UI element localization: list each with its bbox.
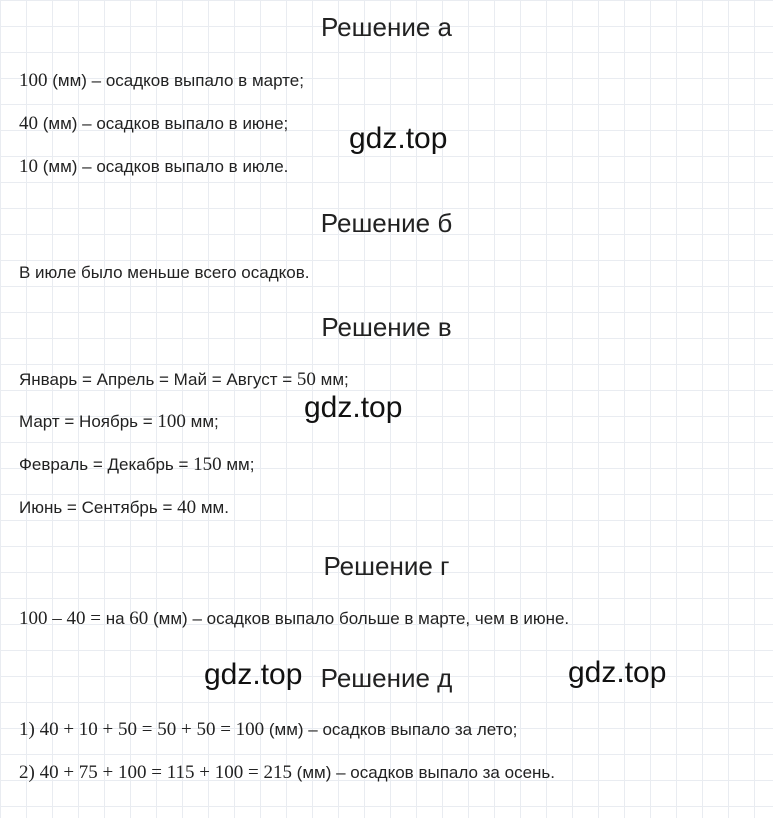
value-40: 40: [19, 113, 38, 134]
line-v2-pre: Март = Ноябрь =: [19, 412, 158, 431]
line-b1: В июле было меньше всего осадков.: [19, 263, 310, 282]
line-a3-text: (мм) – осадков выпало в июле.: [38, 157, 289, 176]
line-v1: [19, 369, 349, 391]
watermark: gdz.top: [304, 391, 403, 424]
watermark: gdz.top: [349, 122, 448, 155]
line-a2: [19, 113, 288, 135]
value-40: 40: [177, 497, 197, 518]
line-v1-pre: Январь = Апрель = Май = Август =: [19, 370, 297, 389]
heading-solution-v: Решение в: [321, 312, 452, 342]
line-d2: [19, 762, 555, 784]
line-v4-pre: Июнь = Сентябрь =: [19, 498, 178, 517]
line-d1-post: (мм) – осадков выпало за лето;: [264, 720, 518, 739]
value-150: 150: [193, 454, 222, 475]
expression: 2) 40 + 75 + 100 = 115 + 100 = 215: [19, 762, 292, 783]
value-60: 60: [129, 608, 149, 629]
line-v4: [19, 497, 229, 519]
value-50: 50: [296, 369, 316, 390]
line-a3: [19, 156, 288, 178]
line-g1-post: (мм) – осадков выпало больше в марте, чем в июне.: [148, 609, 570, 628]
line-v2: [19, 411, 219, 433]
line-v4-post: мм.: [196, 498, 229, 517]
line-v3-pre: Февраль = Декабрь =: [19, 455, 194, 474]
watermark: gdz.top: [204, 658, 303, 691]
heading-solution-a: Решение а: [320, 12, 452, 42]
watermark: gdz.top: [568, 656, 667, 689]
line-d2-post: (мм) – осадков выпало за осень.: [291, 763, 555, 782]
heading-solution-d: Решение д: [320, 663, 453, 693]
line-v3-post: мм;: [221, 455, 255, 474]
line-d1: [19, 719, 517, 741]
line-v3: [19, 454, 254, 476]
line-a2-text: (мм) – осадков выпало в июне;: [38, 114, 289, 133]
line-a1-text: (мм) – осадков выпало в марте;: [47, 71, 304, 90]
heading-solution-g: Решение г: [323, 551, 450, 581]
heading-solution-b: Решение б: [320, 208, 453, 238]
line-v1-post: мм;: [315, 370, 349, 389]
expression: 1) 40 + 10 + 50 = 50 + 50 = 100: [19, 719, 265, 740]
value-100: 100: [19, 70, 48, 91]
value-10: 10: [19, 156, 38, 177]
value-100: 100: [157, 411, 186, 432]
expression: 100 – 40 =: [19, 608, 106, 629]
line-a1: [19, 70, 304, 92]
line-g1: [19, 608, 569, 630]
line-g1-mid: на: [105, 609, 130, 628]
line-v2-post: мм;: [185, 412, 219, 431]
